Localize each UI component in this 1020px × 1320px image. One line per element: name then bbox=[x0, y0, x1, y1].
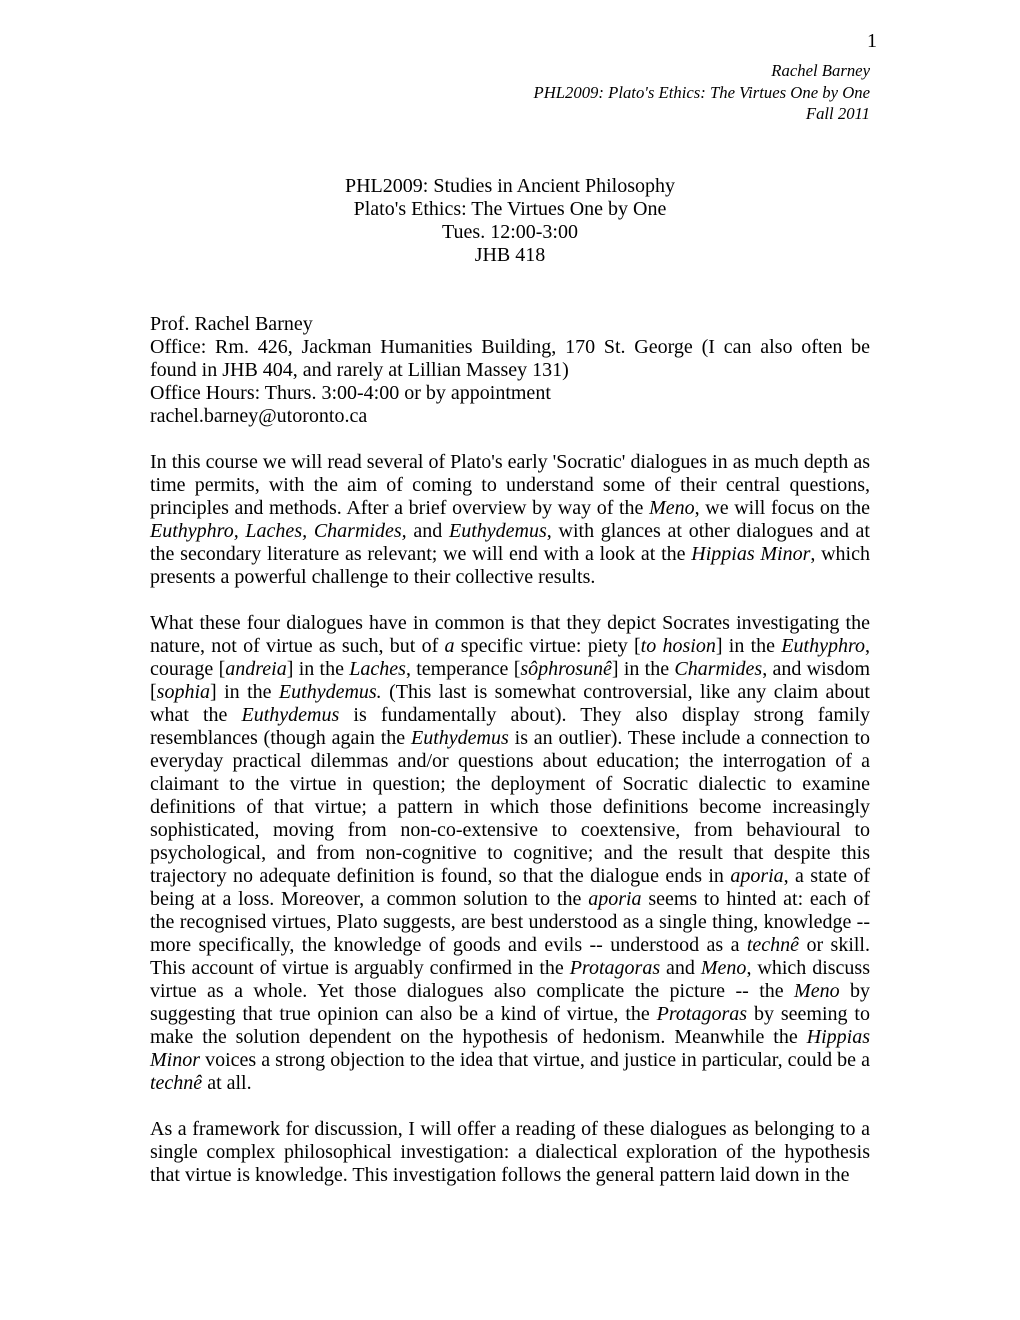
course-title-block bbox=[150, 175, 870, 267]
course-time: Tues. 12:00-3:00 bbox=[442, 221, 578, 243]
text-segment: , we will focus on the bbox=[694, 497, 870, 519]
email: rachel.barney@utoronto.ca bbox=[150, 405, 368, 427]
text-segment: What these four dialogues have in common is that they depict Socrates investigating the nature, not of virtue as such, but of bbox=[150, 612, 870, 657]
italic-text: Charmides bbox=[674, 658, 763, 680]
text-segment: is an outlier). These include a connection to everyday practical dilemmas and/or questions about education; the interrogation of a claimant to the virtue in question; the deployment of Socratic dialectic to examine definitions of that virtue; a pattern in which those definitions become increasingly sophisticated, moving from non-co-extensive to coextensive, from behavioural to psychological, and from non-cognitive to cognitive; and the result that despite this trajectory no adequate definition is found, so that the dialogue ends in bbox=[150, 727, 870, 887]
text-segment: by seeming to make the solution dependent on the hypothesis of hedonism. Meanwhile the bbox=[150, 1003, 870, 1048]
text-segment: ] in the bbox=[210, 681, 279, 703]
text-segment: is fundamentally about). They also display strong family resemblances (though again the bbox=[150, 704, 871, 749]
italic-text: Meno bbox=[649, 497, 695, 519]
italic-text: Hippias Minor bbox=[691, 543, 811, 565]
text-segment: , with glances at other dialogues and at the secondary literature as relevant; we will end with a look at the bbox=[150, 520, 870, 565]
text-segment: As a framework for discussion, I will offer a reading of these dialogues as belonging to a single complex philosophical investigation: a dialectical exploration of the hypothesis that virtue is knowledge. This investigation follows the general pattern laid down in the bbox=[150, 1118, 870, 1186]
text-segment: at all. bbox=[202, 1072, 252, 1094]
instructor-name: Prof. Rachel Barney bbox=[150, 313, 313, 335]
text-segment: and bbox=[660, 957, 701, 979]
text-segment: , a state of being at a loss. Moreover, a common solution to the bbox=[150, 865, 871, 910]
text-segment: specific virtue: piety [ bbox=[454, 635, 641, 657]
text-segment: , temperance [ bbox=[405, 658, 521, 680]
italic-text: Protagoras bbox=[569, 957, 661, 979]
header-course: PHL2009: Plato's Ethics: The Virtues One by One bbox=[533, 82, 870, 102]
text-segment: by suggesting that true opinion can also be a kind of virtue, the bbox=[150, 980, 871, 1025]
running-header bbox=[534, 60, 871, 125]
italic-text: to hosion bbox=[640, 635, 716, 657]
text-segment: or skill. This account of virtue is arguably confirmed in the bbox=[150, 934, 870, 979]
paragraph bbox=[150, 612, 870, 1095]
text-segment: ] in the bbox=[715, 635, 782, 657]
paragraph bbox=[150, 451, 870, 589]
text-segment: and bbox=[406, 520, 449, 542]
text-segment: , courage [ bbox=[150, 635, 870, 680]
text-segment: , which discuss virtue as a whole. Yet those dialogues also complicate the picture -- the bbox=[150, 957, 870, 1002]
text-segment: ] in the bbox=[286, 658, 350, 680]
text-segment: voices a strong objection to the idea that virtue, and justice in particular, could be a bbox=[200, 1049, 870, 1071]
course-room: JHB 418 bbox=[474, 244, 546, 266]
italic-text: aporia bbox=[588, 888, 642, 910]
italic-text: Meno bbox=[794, 980, 840, 1002]
header-author: Rachel Barney bbox=[771, 61, 870, 80]
contact-block bbox=[150, 313, 870, 428]
italic-text: Euthydemus bbox=[241, 704, 340, 726]
italic-text: Euthydemus bbox=[411, 727, 509, 749]
italic-text: aporia bbox=[730, 865, 784, 887]
italic-text: a bbox=[444, 635, 455, 657]
italic-text: Laches bbox=[349, 658, 406, 680]
italic-text: sôphrosunê bbox=[520, 658, 612, 680]
text-segment: In this course we will read several of Plato's early 'Socratic' dialogues in as much depth as time permits, with the aim of coming to understand some of their central questions, principles and methods. After a brief overview by way of the bbox=[150, 451, 870, 519]
text-segment: (This last is somewhat controversial, like any claim about what the bbox=[150, 681, 870, 726]
course-title: PHL2009: Studies in Ancient Philosophy bbox=[344, 175, 676, 197]
italic-text: Euthydemus. bbox=[278, 681, 382, 703]
text-segment: ] in the bbox=[611, 658, 675, 680]
text-segment: , which presents a powerful challenge to their collective results. bbox=[150, 543, 870, 588]
course-subtitle: Plato's Ethics: The Virtues One by One bbox=[353, 198, 667, 220]
italic-text: andreia bbox=[225, 658, 287, 680]
italic-text: Euthyphro bbox=[781, 635, 865, 657]
header-term: Fall 2011 bbox=[805, 104, 870, 123]
italic-text: Euthydemus bbox=[449, 520, 547, 542]
italic-text: technê bbox=[746, 934, 800, 956]
italic-text: Meno bbox=[700, 957, 747, 979]
italic-text: Euthyphro, Laches, Charmides, bbox=[150, 520, 407, 542]
italic-text: sophia bbox=[156, 681, 211, 703]
office-hours: Office Hours: Thurs. 3:00-4:00 or by appointment bbox=[150, 382, 551, 404]
italic-text: technê bbox=[150, 1072, 203, 1094]
document-body bbox=[150, 313, 870, 1210]
italic-text: Protagoras bbox=[656, 1003, 748, 1025]
paragraph bbox=[150, 1118, 870, 1187]
page-number: 1 bbox=[867, 30, 877, 52]
office-location: Office: Rm. 426, Jackman Humanities Building, 170 St. George (I can also often be found in JHB 404, and rarely at Lillian Massey 131) bbox=[150, 336, 870, 381]
italic-text: Hippias Minor bbox=[150, 1026, 870, 1071]
text-segment: , and wisdom [ bbox=[150, 658, 871, 703]
text-segment: seems to hinted at: each of the recognised virtues, Plato suggests, are best understood as a single thing, knowledge -- more specifically, the knowledge of goods and evils -- understood as a bbox=[150, 888, 870, 956]
paragraphs bbox=[150, 451, 870, 1187]
